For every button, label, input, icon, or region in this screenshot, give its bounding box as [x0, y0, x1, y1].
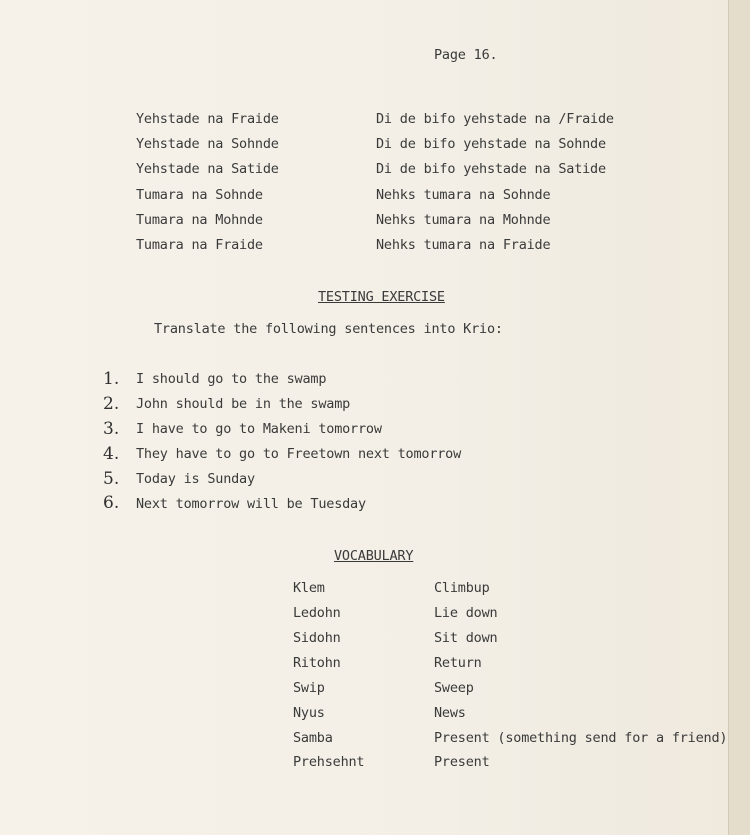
days-right-1: Di de bifo yehstade na /Fraide — [376, 111, 614, 127]
days-left-2: Yehstade na Sohnde — [136, 136, 279, 152]
days-left-3: Yehstade na Satide — [136, 161, 279, 177]
vocab-krio-6: Nyus — [293, 705, 325, 721]
exercise-item-6: Next tomorrow will be Tuesday — [136, 496, 366, 512]
vocab-krio-3: Sidohn — [293, 630, 341, 646]
days-right-2: Di de bifo yehstade na Sohnde — [376, 136, 606, 152]
vocab-english-5: Sweep — [434, 680, 474, 696]
exercise-number-5: 5. — [103, 469, 120, 489]
vocab-english-4: Return — [434, 655, 482, 671]
exercise-instruction: Translate the following sentences into Krio: — [154, 321, 503, 337]
vocabulary-heading: VOCABULARY — [334, 548, 414, 564]
exercise-item-5: Today is Sunday — [136, 471, 255, 487]
vocab-english-8: Present — [434, 754, 490, 770]
exercise-number-2: 2. — [103, 394, 120, 414]
exercise-number-1: 1. — [103, 369, 120, 389]
days-right-5: Nehks tumara na Mohnde — [376, 212, 551, 228]
vocab-english-6: News — [434, 705, 466, 721]
page-number: Page 16. — [434, 47, 498, 63]
vocab-krio-4: Ritohn — [293, 655, 341, 671]
exercise-item-2: John should be in the swamp — [136, 396, 351, 412]
vocab-krio-2: Ledohn — [293, 605, 341, 621]
page-edge — [728, 0, 750, 835]
days-right-6: Nehks tumara na Fraide — [376, 237, 551, 253]
days-left-4: Tumara na Sohnde — [136, 187, 263, 203]
exercise-item-3: I have to go to Makeni tomorrow — [136, 421, 382, 437]
exercise-number-3: 3. — [103, 419, 120, 439]
days-left-5: Tumara na Mohnde — [136, 212, 263, 228]
days-right-4: Nehks tumara na Sohnde — [376, 187, 551, 203]
days-left-6: Tumara na Fraide — [136, 237, 263, 253]
days-right-3: Di de bifo yehstade na Satide — [376, 161, 606, 177]
vocab-english-1: Climbup — [434, 580, 490, 596]
vocab-krio-5: Swip — [293, 680, 325, 696]
vocab-english-2: Lie down — [434, 605, 498, 621]
vocab-krio-8: Prehsehnt — [293, 754, 365, 770]
vocab-english-3: Sit down — [434, 630, 498, 646]
exercise-item-1: I should go to the swamp — [136, 371, 327, 387]
exercise-heading: TESTING EXERCISE — [318, 289, 445, 305]
days-left-1: Yehstade na Fraide — [136, 111, 279, 127]
exercise-number-6: 6. — [103, 493, 120, 513]
exercise-item-4: They have to go to Freetown next tomorrow — [136, 446, 462, 462]
vocab-krio-7: Samba — [293, 730, 333, 746]
exercise-number-4: 4. — [103, 444, 120, 464]
vocab-krio-1: Klem — [293, 580, 325, 596]
vocab-english-7: Present (something send for a friend) — [434, 730, 728, 746]
